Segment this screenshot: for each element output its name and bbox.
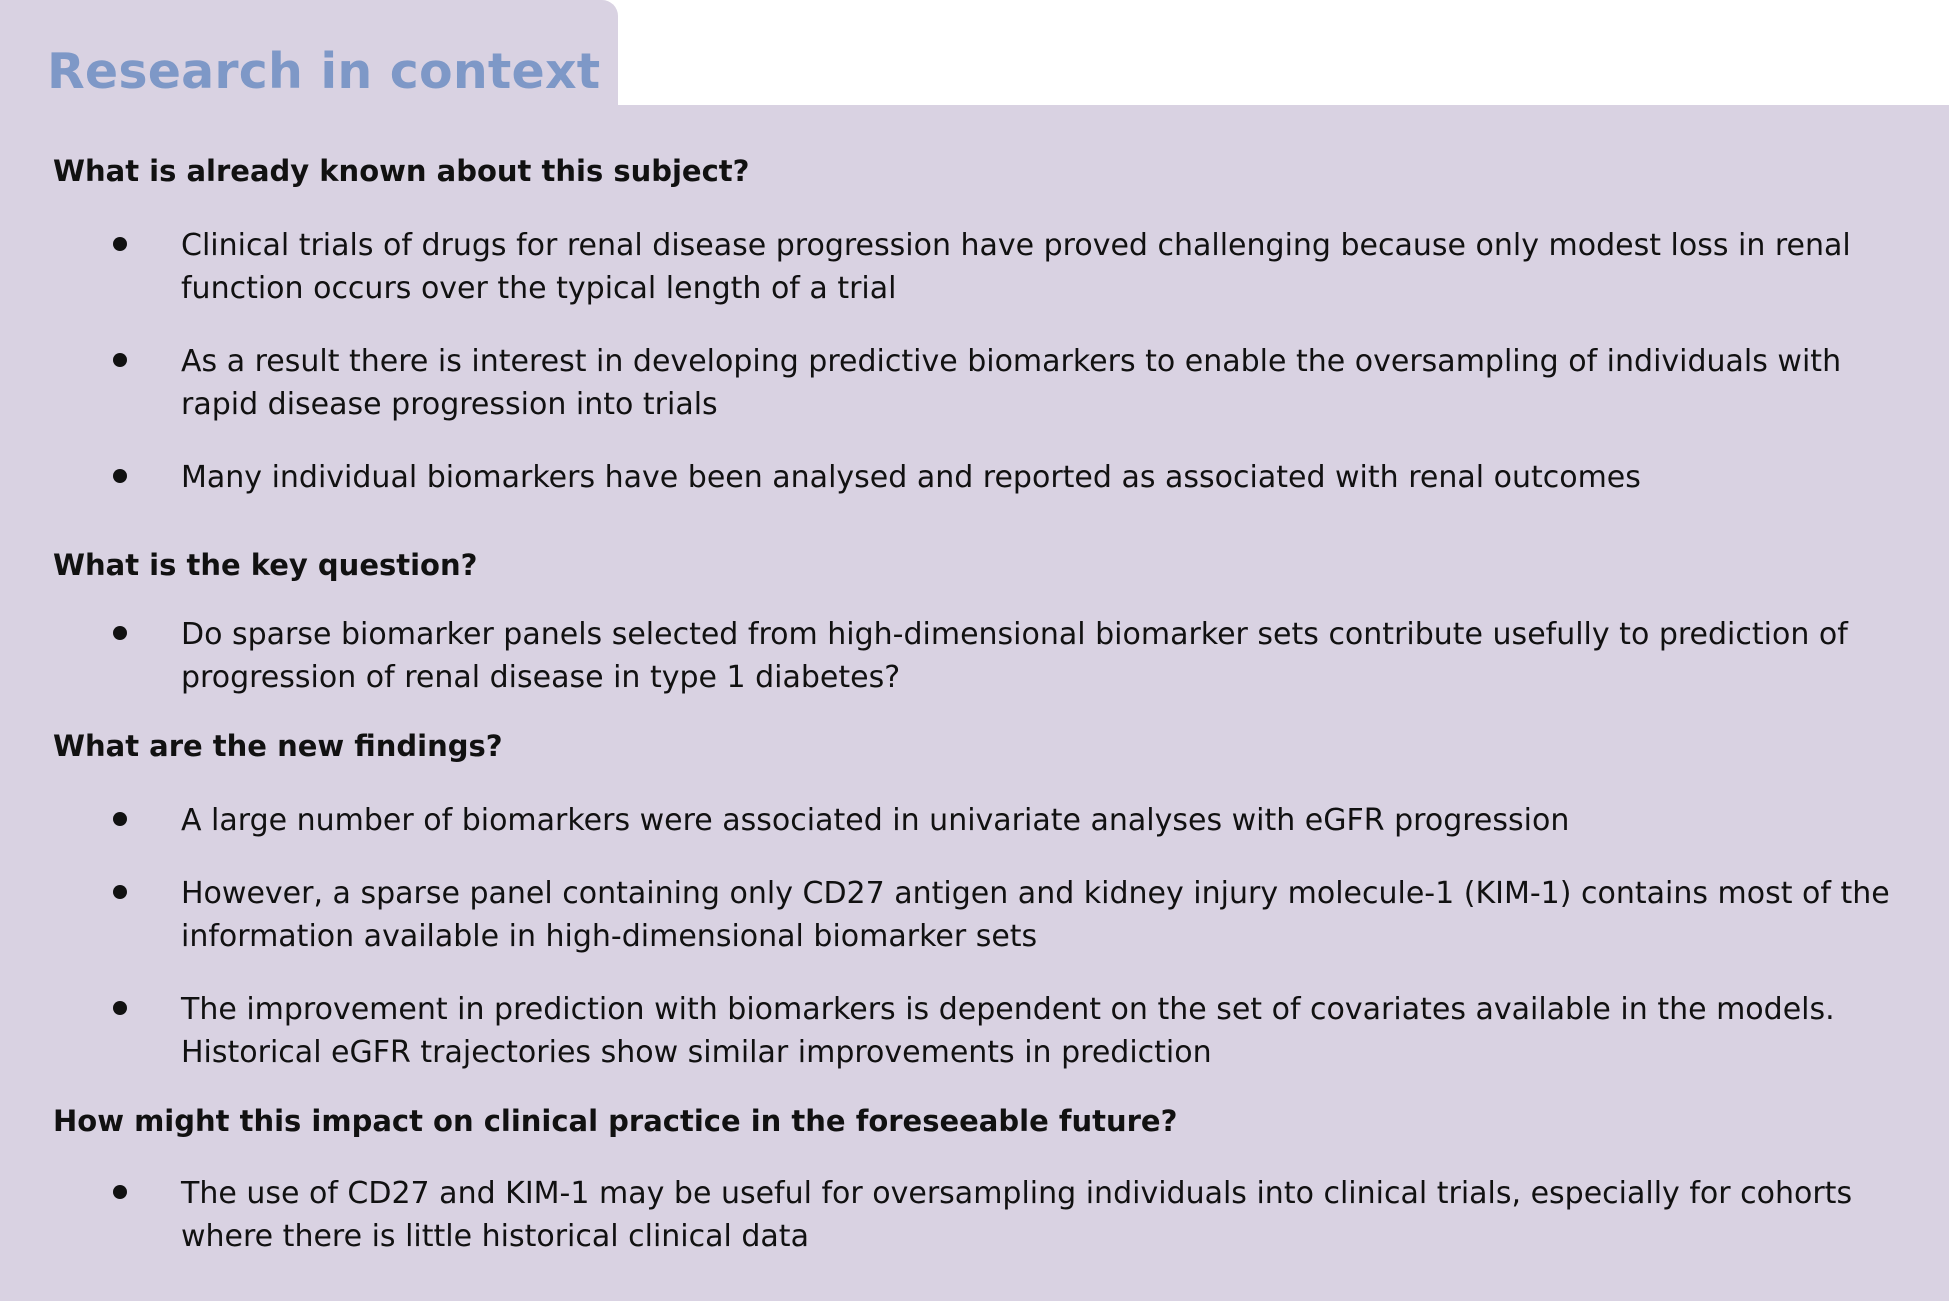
bullet-icon bbox=[113, 626, 127, 640]
panel-header-tab bbox=[0, 0, 618, 120]
bullet-icon bbox=[113, 353, 127, 367]
bullet-text: Clinical trials of drugs for renal disease progression have proved challenging because only modest loss in renal function occurs over the typical length of a trial bbox=[181, 228, 1851, 306]
bullet-icon bbox=[113, 237, 127, 251]
section-heading: How might this impact on clinical practice in the foreseeable future? bbox=[53, 1104, 1178, 1138]
bullet-icon bbox=[113, 1001, 127, 1015]
bullet-text: The improvement in prediction with biomarkers is dependent on the set of covariates available in the models. Historical eGFR trajectories show similar improvements in prediction bbox=[181, 992, 1835, 1070]
section-heading: What are the new findings? bbox=[53, 729, 503, 763]
bullet-icon bbox=[113, 1185, 127, 1199]
bullet-text: A large number of biomarkers were associated in univariate analyses with eGFR progression bbox=[181, 803, 1570, 838]
section-heading: What is the key question? bbox=[53, 548, 478, 582]
bullet-text: Do sparse biomarker panels selected from high-dimensional biomarker sets contribute usefully to prediction of progression of renal disease in type 1 diabetes? bbox=[181, 617, 1848, 695]
bullet-icon bbox=[113, 812, 127, 826]
bullet-icon bbox=[113, 469, 127, 483]
section-heading: What is already known about this subject? bbox=[53, 154, 750, 188]
bullet-text: Many individual biomarkers have been analysed and reported as associated with renal outcomes bbox=[181, 460, 1641, 495]
bullet-icon bbox=[113, 885, 127, 899]
panel-title: Research in context bbox=[47, 43, 601, 100]
bullet-text: As a result there is interest in developing predictive biomarkers to enable the oversampling of individuals with rapid disease progression into trials bbox=[181, 344, 1842, 422]
bullet-text: However, a sparse panel containing only CD27 antigen and kidney injury molecule-1 (KIM-1) contains most of the information available in high-dimensional biomarker sets bbox=[181, 876, 1890, 954]
bullet-text: The use of CD27 and KIM-1 may be useful for oversampling individuals into clinical trials, especially for cohorts where there is little historical clinical data bbox=[181, 1176, 1853, 1254]
